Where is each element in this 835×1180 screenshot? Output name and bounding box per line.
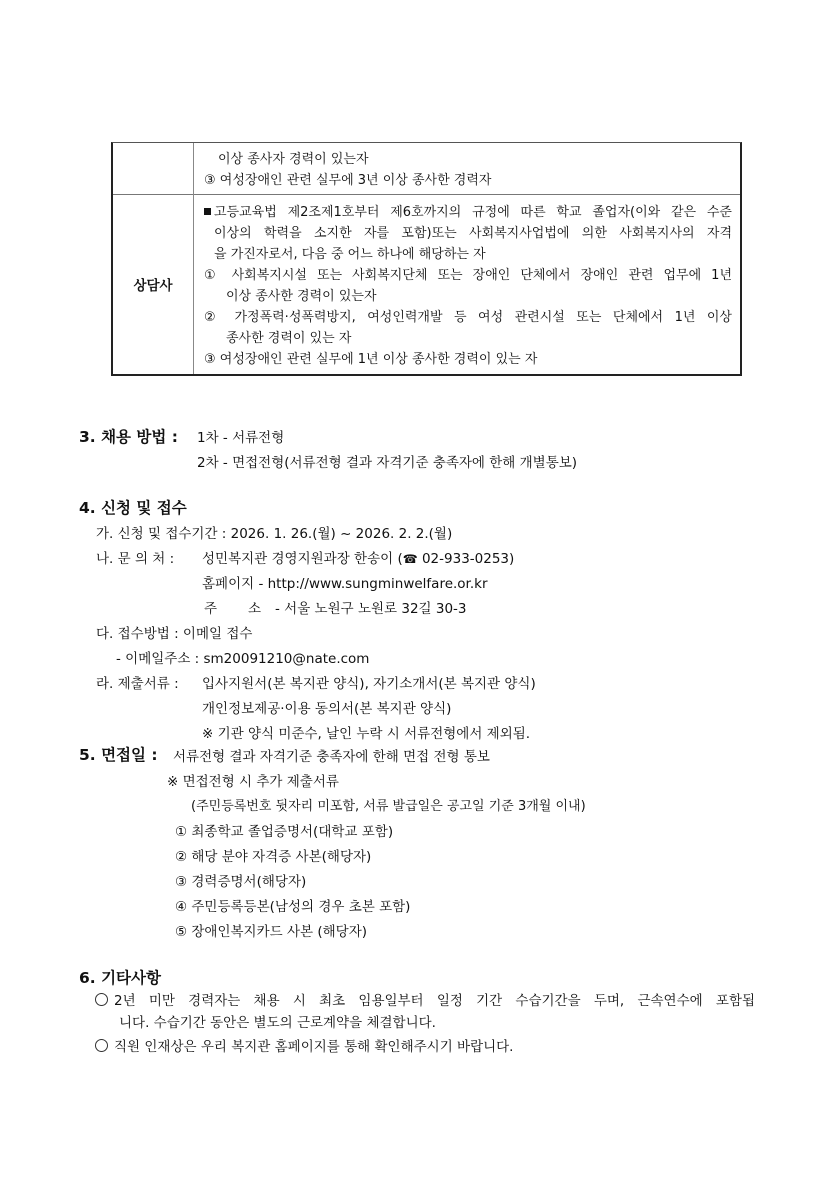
cell-text: ③ 여성장애인 관련 실무에 3년 이상 종사한 경력자 xyxy=(204,173,492,188)
row-content xyxy=(194,143,740,194)
cell-text: 이상 종사한 경력이 있는자 xyxy=(226,289,377,304)
etc-item: 2년 미만 경력자는 채용 시 최초 임용일부터 일정 기간 수습기간을 두며, 근속연수에 포함됩 니다. 수습기간 동안은 별도의 근로계약을 체결합니다. xyxy=(95,990,755,1034)
documents-label: 라. 제출서류 : xyxy=(96,676,179,692)
cell-text: 고등교육법 제2조제1호부터 제6호까지의 규정에 따른 학교 졸업자(이와 같은 수준 xyxy=(204,202,732,223)
inquiry-label: 나. 문 의 처 : xyxy=(96,551,175,567)
section-6-title: 6. 기타사항 xyxy=(79,969,161,987)
homepage-link[interactable]: 홈페이지 - http://www.sungminwelfare.or.kr xyxy=(202,576,488,592)
address-label: 주 xyxy=(204,601,218,617)
documents-line-1: 입사지원서(본 복지관 양식), 자기소개서(본 복지관 양식) xyxy=(202,676,536,692)
cell-text: ① 사회복지시설 또는 사회복지단체 또는 장애인 단체에서 장애인 관련 업무에 1년 xyxy=(204,268,732,283)
extra-doc-item: ⑤ 장애인복지카드 사본 (해당자) xyxy=(175,924,368,940)
hiring-step-1: 1차 - 서류전형 xyxy=(197,430,285,446)
extra-doc-item: ④ 주민등록등본(남성의 경우 초본 포함) xyxy=(175,899,411,915)
table-row xyxy=(113,143,740,195)
cell-text: 을 가진자로서, 다음 중 어느 하나에 해당하는 자 xyxy=(214,247,486,262)
row-content xyxy=(194,194,740,374)
qualification-table xyxy=(111,142,742,376)
cell-text: 이상 종사자 경력이 있는자 xyxy=(218,152,369,167)
extra-doc-item: ① 최종학교 졸업증명서(대학교 포함) xyxy=(175,824,394,840)
documents-note: ※ 기관 양식 미준수, 날인 누락 시 서류전형에서 제외됨. xyxy=(202,726,531,742)
interview-extra-title: ※ 면접전형 시 추가 제출서류 xyxy=(167,774,339,790)
extra-doc-item: ② 해당 분야 자격증 사본(해당자) xyxy=(175,849,372,865)
section-4-title: 4. 신청 및 접수 xyxy=(79,499,187,517)
circle-bullet-icon xyxy=(95,1039,108,1052)
cell-text: ③ 여성장애인 관련 실무에 1년 이상 종사한 경력이 있는 자 xyxy=(204,352,538,367)
email-address[interactable]: - 이메일주소 : sm20091210@nate.com xyxy=(116,651,370,667)
cell-text: ② 가정폭력·성폭력방지, 여성인력개발 등 여성 관련시설 또는 단체에서 1년 이상 xyxy=(204,310,732,325)
hiring-step-2: 2차 - 면접전형(서류전형 결과 자격기준 충족자에 한해 개별통보) xyxy=(197,455,578,471)
etc-item: 직원 인재상은 우리 복지관 홈페이지를 통해 확인해주시기 바랍니다. xyxy=(95,1036,755,1058)
documents-line-2: 개인정보제공·이용 동의서(본 복지관 양식) xyxy=(202,701,452,717)
phone-number: 02-933-0253) xyxy=(417,551,515,567)
section-5-title: 5. 면접일 : xyxy=(79,746,158,764)
interview-desc: 서류전형 결과 자격기준 충족자에 한해 면접 전형 통보 xyxy=(173,749,490,765)
row-label: 상담사 xyxy=(113,194,194,374)
square-bullet-icon xyxy=(204,208,211,215)
inquiry-contact: 성민복지관 경영지원과장 한송이 (☎ 02-933-0253) xyxy=(202,551,515,567)
table-row xyxy=(113,194,740,374)
cell-text: 종사한 경력이 있는 자 xyxy=(226,331,352,346)
address-value: - 서울 노원구 노원로 32길 30-3 xyxy=(275,601,467,617)
cell-text: 이상의 학력을 소지한 자를 포함)또는 사회복지사업법에 의한 사회복지사의 자격 xyxy=(214,226,732,241)
application-period: 가. 신청 및 접수기간 : 2026. 1. 26.(월) ~ 2026. 2. 2.(월) xyxy=(96,526,453,542)
address-label-2: 소 xyxy=(248,601,262,617)
submission-method: 다. 접수방법 : 이메일 접수 xyxy=(96,626,253,642)
circle-bullet-icon xyxy=(95,993,108,1006)
interview-extra-note: (주민등록번호 뒷자리 미포함, 서류 발급일은 공고일 기준 3개월 이내) xyxy=(191,799,586,814)
row-label xyxy=(113,143,194,194)
phone-icon: ☎ xyxy=(402,552,418,566)
section-3-title: 3. 채용 방법 : xyxy=(79,428,178,446)
extra-doc-item: ③ 경력증명서(해당자) xyxy=(175,874,307,890)
